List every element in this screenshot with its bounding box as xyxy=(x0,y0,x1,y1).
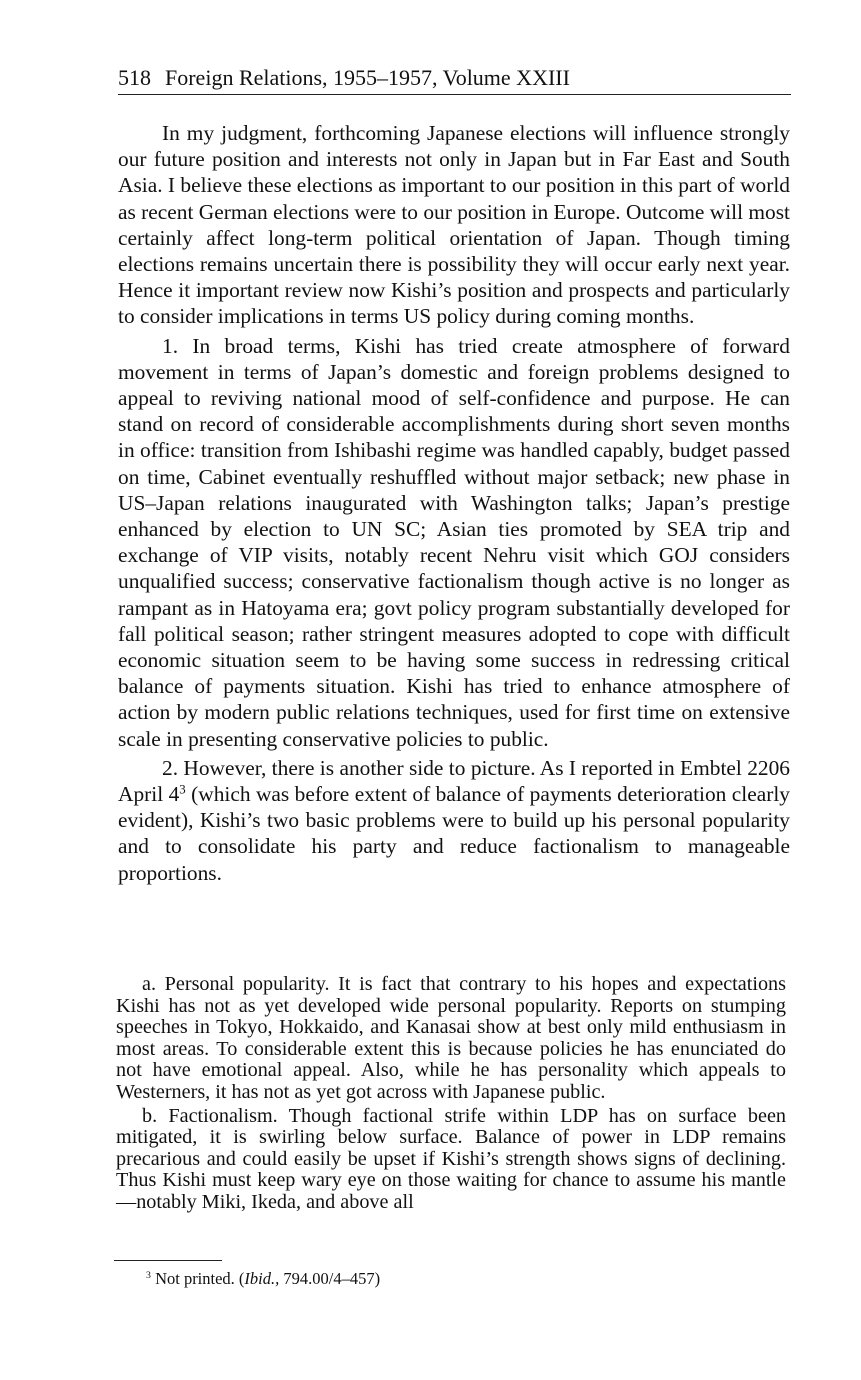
footnote-text-start: Not printed. ( xyxy=(150,1269,245,1288)
page-number: 518 xyxy=(118,65,151,90)
footnote-number: 3 xyxy=(146,1270,151,1282)
volume-title: Foreign Relations, 1955–1957, Volume XXIII xyxy=(165,65,570,90)
main-text xyxy=(118,120,790,889)
running-header xyxy=(118,64,791,95)
point-2-text-start: 2. However, there is another side to picture. As I reported in Embtel 2206 April 4 xyxy=(118,755,790,807)
footnote-text-end: 794.00/4–457) xyxy=(279,1269,381,1288)
quoted-subsection xyxy=(116,974,786,1216)
footnote xyxy=(146,1268,380,1290)
footnote-ibid: Ibid., xyxy=(244,1269,280,1288)
footnote-reference: 3 xyxy=(179,782,186,797)
footnote-divider xyxy=(114,1260,222,1261)
paragraph-point-1: 1. In broad terms, Kishi has tried create atmosphere of forward movement in terms of Japan’s domestic and foreign problems designed to appeal to reviving national mood of self-confidence and purpose. He can stand on record of considerable accomplishments during short seven months in office: transition from Ishibashi regime was handled capably, budget passed on time, Cabinet eventually reshuffled without major setback; new phase in US–Japan relations inaugurated with Washington talks; Japan’s prestige enhanced by election to UN SC; Asian ties promoted by SEA trip and exchange of VIP visits, notably recent Nehru visit which GOJ considers unqualified success; conservative factionalism though active is no longer as rampant as in Hatoyama era; govt policy program substantially developed for fall political season; rather stringent measures adopted to cope with difficult economic situation seem to be having some success in redressing critical balance of payments situation. Kishi has tried to enhance atmosphere of action by modern public relations techniques, used for first time on extensive scale in presenting conservative policies to public. xyxy=(118,333,790,751)
point-2-text-end: (which was before extent of balance of payments deterioration clearly evident), Kishi’s two basic problems were to build up his personal popularity and to consolidate his party and reduce factionalism to manageable proportions. xyxy=(118,782,790,885)
subpoint-a-personal-popularity: a. Personal popularity. It is fact that contrary to his hopes and expectations Kishi has not as yet developed wide personal popularity. Reports on stumping speeches in Tokyo, Hokkaido, and Kanasai show at best only mild enthusiasm in most areas. To considerable extent this is because policies he has enunciated do not have emotional appeal. Also, while he has personality which appeals to Westerners, it has not as yet got across with Japanese public. xyxy=(116,973,786,1103)
intro-paragraph: In my judgment, forthcoming Japanese elections will influence strongly our future position and interests not only in Japan but in Far East and South Asia. I believe these elections as important to our position in this part of world as recent German elections were to our position in Europe. Outcome will most certainly affect long-term political orientation of Japan. Though timing elections remains uncertain there is possibility they will occur early next year. Hence it important review now Kishi’s position and prospects and particularly to consider implications in terms US policy during coming months. xyxy=(118,121,790,329)
subpoint-b-factionalism: b. Factionalism. Though factional strife within LDP has on surface been mitigated, it is swirling below surface. Balance of power in LDP remains precarious and could easily be upset if Kishi’s strength shows signs of declining. Thus Kishi must keep wary eye on those waiting for chance to assume his mantle—notably Miki, Ikeda, and above all xyxy=(116,1104,786,1213)
paragraph-point-2 xyxy=(118,755,790,886)
